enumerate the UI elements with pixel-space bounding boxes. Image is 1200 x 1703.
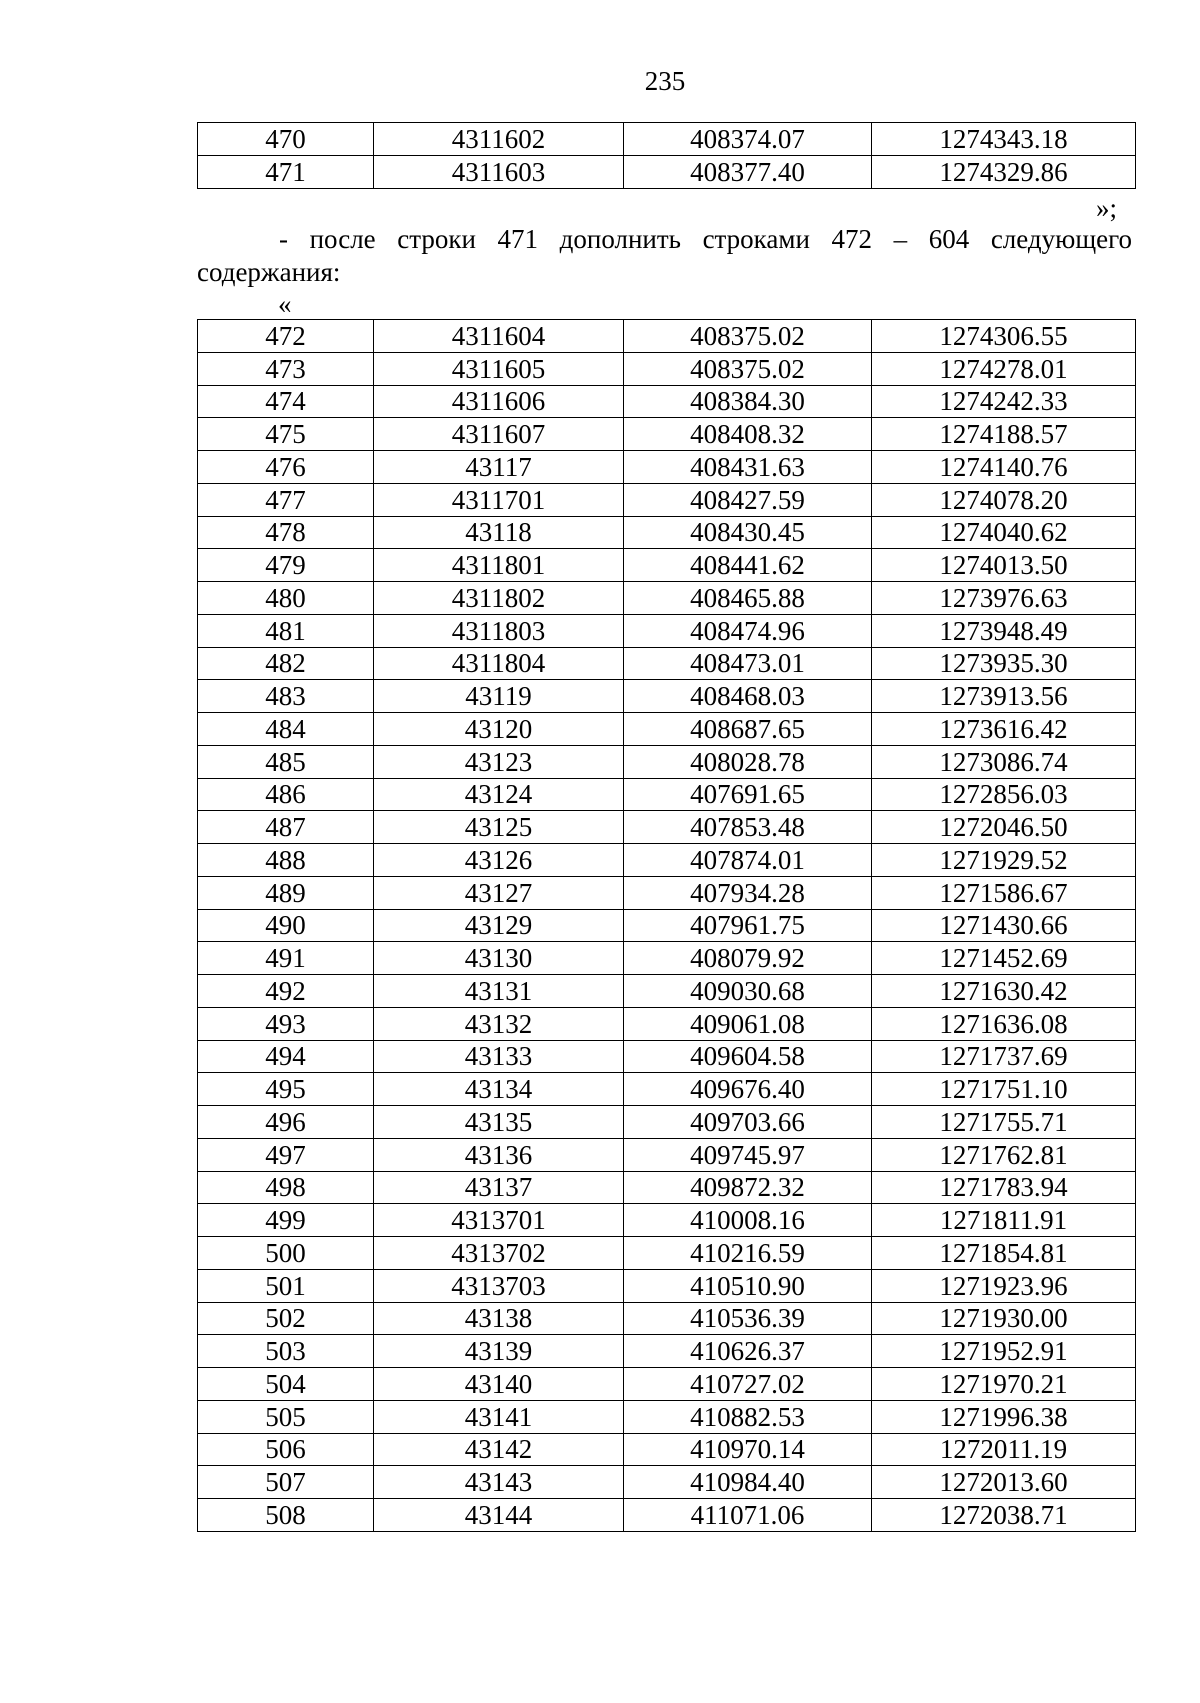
coordinate-x-cell: 407853.48	[624, 811, 872, 844]
coordinate-y-cell: 1274140.76	[872, 451, 1136, 484]
coordinate-y-cell: 1273913.56	[872, 680, 1136, 713]
coordinate-x-cell: 409061.08	[624, 1007, 872, 1040]
coordinate-x-cell: 408465.88	[624, 582, 872, 615]
point-number-cell: 473	[198, 352, 374, 385]
coordinate-x-cell: 409872.32	[624, 1171, 872, 1204]
coordinate-x-cell: 409745.97	[624, 1138, 872, 1171]
point-number-cell: 481	[198, 614, 374, 647]
coordinate-x-cell: 410984.40	[624, 1466, 872, 1499]
point-code-cell: 43135	[374, 1106, 624, 1139]
coordinate-x-cell: 408427.59	[624, 483, 872, 516]
table-row	[198, 909, 1136, 942]
point-code-cell: 43131	[374, 975, 624, 1008]
coordinate-x-cell: 410216.59	[624, 1237, 872, 1270]
table-row	[198, 549, 1136, 582]
point-code-cell: 43120	[374, 713, 624, 746]
coordinate-x-cell: 408473.01	[624, 647, 872, 680]
coordinate-x-cell: 408375.02	[624, 320, 872, 353]
coordinate-y-cell: 1274343.18	[872, 123, 1136, 156]
point-number-cell: 499	[198, 1204, 374, 1237]
coordinate-x-cell: 407961.75	[624, 909, 872, 942]
point-code-cell: 43139	[374, 1335, 624, 1368]
coordinate-y-cell: 1271970.21	[872, 1368, 1136, 1401]
coordinate-y-cell: 1272038.71	[872, 1499, 1136, 1532]
coordinate-x-cell: 409030.68	[624, 975, 872, 1008]
point-number-cell: 507	[198, 1466, 374, 1499]
table-row	[198, 1007, 1136, 1040]
point-number-cell: 508	[198, 1499, 374, 1532]
coordinate-y-cell: 1274306.55	[872, 320, 1136, 353]
table-row	[198, 1499, 1136, 1532]
table-row	[198, 320, 1136, 353]
table-row	[198, 1368, 1136, 1401]
coordinate-y-cell: 1273948.49	[872, 614, 1136, 647]
point-code-cell: 4311804	[374, 647, 624, 680]
point-number-cell: 495	[198, 1073, 374, 1106]
point-number-cell: 485	[198, 745, 374, 778]
coordinate-y-cell: 1274278.01	[872, 352, 1136, 385]
table-row	[198, 451, 1136, 484]
point-number-cell: 486	[198, 778, 374, 811]
coordinate-y-cell: 1274040.62	[872, 516, 1136, 549]
table-row	[198, 876, 1136, 909]
table-row	[198, 1400, 1136, 1433]
point-code-cell: 4311603	[374, 156, 624, 189]
point-number-cell: 472	[198, 320, 374, 353]
table-row	[198, 778, 1136, 811]
coordinate-y-cell: 1271636.08	[872, 1007, 1136, 1040]
point-code-cell: 4311607	[374, 418, 624, 451]
coordinate-x-cell: 408079.92	[624, 942, 872, 975]
table-row	[198, 418, 1136, 451]
point-code-cell: 43129	[374, 909, 624, 942]
point-number-cell: 474	[198, 385, 374, 418]
coordinate-x-cell: 408028.78	[624, 745, 872, 778]
point-number-cell: 498	[198, 1171, 374, 1204]
point-number-cell: 491	[198, 942, 374, 975]
point-code-cell: 4311701	[374, 483, 624, 516]
coordinate-y-cell: 1273935.30	[872, 647, 1136, 680]
coordinate-y-cell: 1271751.10	[872, 1073, 1136, 1106]
point-number-cell: 504	[198, 1368, 374, 1401]
point-number-cell: 492	[198, 975, 374, 1008]
coordinate-x-cell: 407691.65	[624, 778, 872, 811]
table-row	[198, 1040, 1136, 1073]
point-number-cell: 496	[198, 1106, 374, 1139]
coordinate-y-cell: 1274242.33	[872, 385, 1136, 418]
point-code-cell: 43134	[374, 1073, 624, 1106]
point-code-cell: 43133	[374, 1040, 624, 1073]
point-number-cell: 471	[198, 156, 374, 189]
coordinate-x-cell: 410008.16	[624, 1204, 872, 1237]
point-code-cell: 43118	[374, 516, 624, 549]
closing-quote: »;	[1096, 193, 1118, 223]
point-number-cell: 494	[198, 1040, 374, 1073]
point-code-cell: 4313703	[374, 1269, 624, 1302]
table-row	[198, 1237, 1136, 1270]
point-number-cell: 478	[198, 516, 374, 549]
coordinate-x-cell: 410510.90	[624, 1269, 872, 1302]
coordinate-y-cell: 1271430.66	[872, 909, 1136, 942]
point-number-cell: 501	[198, 1269, 374, 1302]
coordinate-x-cell: 408374.07	[624, 123, 872, 156]
table-row	[198, 713, 1136, 746]
table-row	[198, 1269, 1136, 1302]
point-code-cell: 4311604	[374, 320, 624, 353]
table-row	[198, 1335, 1136, 1368]
table-row	[198, 811, 1136, 844]
coordinate-y-cell: 1274188.57	[872, 418, 1136, 451]
coordinate-x-cell: 407874.01	[624, 844, 872, 877]
table-row	[198, 745, 1136, 778]
coordinate-y-cell: 1271586.67	[872, 876, 1136, 909]
coordinate-y-cell: 1271923.96	[872, 1269, 1136, 1302]
coordinate-y-cell: 1271783.94	[872, 1171, 1136, 1204]
point-code-cell: 43132	[374, 1007, 624, 1040]
coordinate-x-cell: 408474.96	[624, 614, 872, 647]
coordinate-y-cell: 1271996.38	[872, 1400, 1136, 1433]
table-row	[198, 582, 1136, 615]
coordinate-x-cell: 409604.58	[624, 1040, 872, 1073]
table-row	[198, 385, 1136, 418]
point-code-cell: 43141	[374, 1400, 624, 1433]
point-code-cell: 43137	[374, 1171, 624, 1204]
point-code-cell: 43142	[374, 1433, 624, 1466]
coordinate-x-cell: 410970.14	[624, 1433, 872, 1466]
coordinate-y-cell: 1271452.69	[872, 942, 1136, 975]
coordinate-y-cell: 1273086.74	[872, 745, 1136, 778]
point-number-cell: 484	[198, 713, 374, 746]
point-number-cell: 500	[198, 1237, 374, 1270]
point-code-cell: 43130	[374, 942, 624, 975]
coordinate-y-cell: 1273976.63	[872, 582, 1136, 615]
table-row	[198, 1171, 1136, 1204]
coordinate-y-cell: 1271762.81	[872, 1138, 1136, 1171]
point-number-cell: 506	[198, 1433, 374, 1466]
table-row	[198, 1138, 1136, 1171]
coordinate-y-cell: 1274078.20	[872, 483, 1136, 516]
table-row	[198, 1204, 1136, 1237]
table-row	[198, 942, 1136, 975]
point-code-cell: 43143	[374, 1466, 624, 1499]
point-number-cell: 479	[198, 549, 374, 582]
point-number-cell: 505	[198, 1400, 374, 1433]
table-row	[198, 1073, 1136, 1106]
page-number: 235	[644, 66, 686, 96]
amendment-instruction: - после строки 471 дополнить строками 472 – 604 следующего содержания:	[197, 224, 1132, 287]
point-code-cell: 43127	[374, 876, 624, 909]
point-number-cell: 470	[198, 123, 374, 156]
coordinate-y-cell: 1271929.52	[872, 844, 1136, 877]
coordinate-x-cell: 410626.37	[624, 1335, 872, 1368]
coordinate-x-cell: 410882.53	[624, 1400, 872, 1433]
coordinate-x-cell: 408408.32	[624, 418, 872, 451]
table-row	[198, 123, 1136, 156]
point-code-cell: 43125	[374, 811, 624, 844]
point-number-cell: 502	[198, 1302, 374, 1335]
point-code-cell: 43138	[374, 1302, 624, 1335]
point-number-cell: 493	[198, 1007, 374, 1040]
point-code-cell: 43136	[374, 1138, 624, 1171]
point-number-cell: 503	[198, 1335, 374, 1368]
point-code-cell: 43119	[374, 680, 624, 713]
table-row	[198, 156, 1136, 189]
coordinate-y-cell: 1274013.50	[872, 549, 1136, 582]
table-row	[198, 1302, 1136, 1335]
opening-quote: «	[278, 289, 292, 319]
coordinate-y-cell: 1272011.19	[872, 1433, 1136, 1466]
point-code-cell: 4313701	[374, 1204, 624, 1237]
point-number-cell: 483	[198, 680, 374, 713]
table-row	[198, 647, 1136, 680]
point-number-cell: 482	[198, 647, 374, 680]
coordinate-y-cell: 1271952.91	[872, 1335, 1136, 1368]
point-number-cell: 477	[198, 483, 374, 516]
table-row	[198, 975, 1136, 1008]
table-row	[198, 1433, 1136, 1466]
coordinate-y-cell: 1272046.50	[872, 811, 1136, 844]
coordinates-table-continued	[197, 122, 1136, 189]
point-number-cell: 489	[198, 876, 374, 909]
point-code-cell: 4311803	[374, 614, 624, 647]
point-number-cell: 487	[198, 811, 374, 844]
point-code-cell: 43123	[374, 745, 624, 778]
table-row	[198, 1466, 1136, 1499]
coordinate-x-cell: 408431.63	[624, 451, 872, 484]
table-row	[198, 844, 1136, 877]
point-code-cell: 4313702	[374, 1237, 624, 1270]
point-code-cell: 43144	[374, 1499, 624, 1532]
coordinate-x-cell: 409676.40	[624, 1073, 872, 1106]
coordinate-x-cell: 407934.28	[624, 876, 872, 909]
point-number-cell: 497	[198, 1138, 374, 1171]
coordinate-y-cell: 1274329.86	[872, 156, 1136, 189]
coordinate-y-cell: 1271737.69	[872, 1040, 1136, 1073]
point-number-cell: 488	[198, 844, 374, 877]
coordinate-x-cell: 408468.03	[624, 680, 872, 713]
point-code-cell: 43140	[374, 1368, 624, 1401]
coordinate-x-cell: 410536.39	[624, 1302, 872, 1335]
table-row	[198, 680, 1136, 713]
coordinate-x-cell: 409703.66	[624, 1106, 872, 1139]
point-code-cell: 43126	[374, 844, 624, 877]
point-code-cell: 4311602	[374, 123, 624, 156]
point-code-cell: 43124	[374, 778, 624, 811]
coordinate-x-cell: 411071.06	[624, 1499, 872, 1532]
point-code-cell: 4311606	[374, 385, 624, 418]
coordinates-table-added-rows	[197, 319, 1136, 1532]
coordinate-y-cell: 1271811.91	[872, 1204, 1136, 1237]
table-row	[198, 352, 1136, 385]
coordinate-x-cell: 410727.02	[624, 1368, 872, 1401]
table-row	[198, 483, 1136, 516]
coordinate-y-cell: 1271630.42	[872, 975, 1136, 1008]
coordinate-x-cell: 408687.65	[624, 713, 872, 746]
point-number-cell: 476	[198, 451, 374, 484]
point-number-cell: 480	[198, 582, 374, 615]
point-code-cell: 4311801	[374, 549, 624, 582]
coordinate-x-cell: 408441.62	[624, 549, 872, 582]
table-row	[198, 516, 1136, 549]
point-code-cell: 43117	[374, 451, 624, 484]
coordinate-y-cell: 1271755.71	[872, 1106, 1136, 1139]
coordinate-x-cell: 408375.02	[624, 352, 872, 385]
coordinate-y-cell: 1271854.81	[872, 1237, 1136, 1270]
coordinate-y-cell: 1273616.42	[872, 713, 1136, 746]
coordinate-y-cell: 1272013.60	[872, 1466, 1136, 1499]
point-number-cell: 490	[198, 909, 374, 942]
point-code-cell: 4311802	[374, 582, 624, 615]
table-row	[198, 614, 1136, 647]
coordinate-y-cell: 1272856.03	[872, 778, 1136, 811]
point-code-cell: 4311605	[374, 352, 624, 385]
coordinate-y-cell: 1271930.00	[872, 1302, 1136, 1335]
table-row	[198, 1106, 1136, 1139]
coordinate-x-cell: 408384.30	[624, 385, 872, 418]
point-number-cell: 475	[198, 418, 374, 451]
coordinate-x-cell: 408430.45	[624, 516, 872, 549]
coordinate-x-cell: 408377.40	[624, 156, 872, 189]
